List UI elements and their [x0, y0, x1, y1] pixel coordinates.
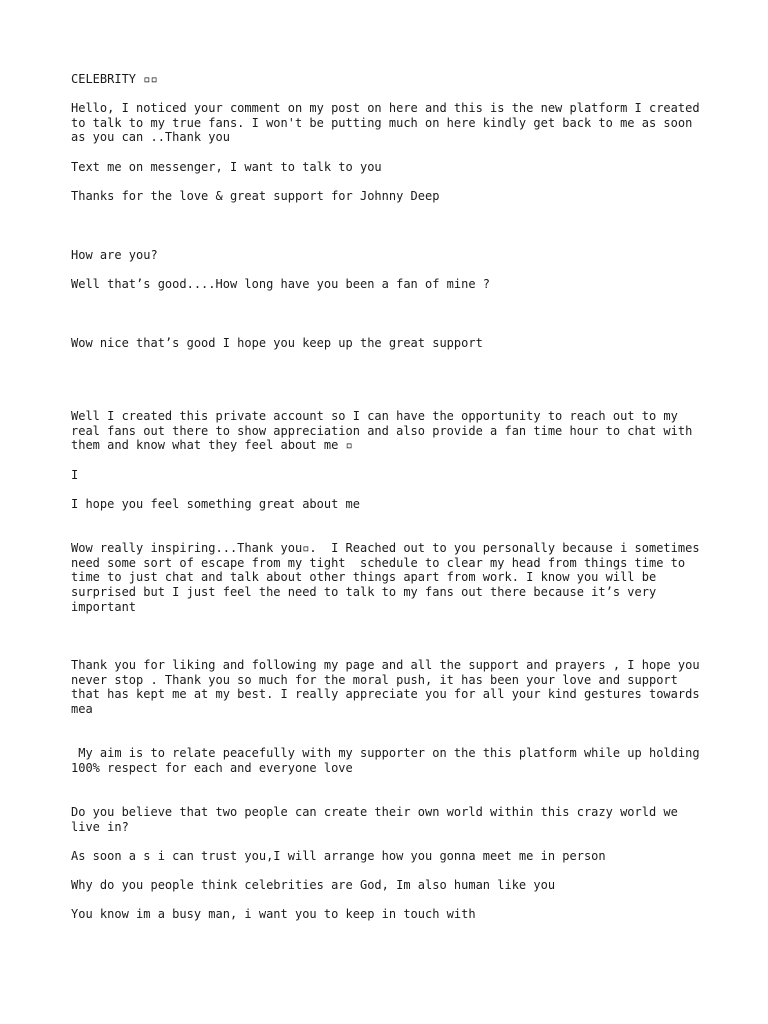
- paragraph-messenger: Text me on messenger, I want to talk to you: [71, 160, 382, 174]
- paragraph-meet-in-person: As soon a s i can trust you,I will arrange how you gonna meet me in person: [71, 849, 606, 863]
- paragraph-private-account: Well I created this private account so I can have the opportunity to reach out to my real fans out there to show appreciation and also provide a fan time hour to chat with them and know what they feel about me ▫: [71, 409, 700, 453]
- paragraph-feel-great: I hope you feel something great about me: [71, 497, 360, 511]
- paragraph-keep-in-touch: You know im a busy man, i want you to keep in touch with: [71, 907, 476, 921]
- paragraph-fan-duration: Well that’s good....How long have you been a fan of mine ?: [71, 277, 491, 291]
- paragraph-liking-following: Thank you for liking and following my page and all the support and prayers , I hope you never stop . Thank you so much for the moral push, it has been your love and support that has kept me at my best. I really appreciate you for all your kind gestures towards mea: [71, 658, 707, 717]
- document-title: CELEBRITY ▫▫: [71, 72, 158, 86]
- paragraph-i: I: [71, 468, 79, 482]
- paragraph-aim: My aim is to relate peacefully with my supporter on the this platform while up holding 100% respect for each and everyone love: [71, 746, 707, 775]
- paragraph-support: Wow nice that’s good I hope you keep up the great support: [71, 336, 483, 350]
- paragraph-two-people: Do you believe that two people can create their own world within this crazy world we live in?: [71, 805, 686, 834]
- paragraph-greeting: Hello, I noticed your comment on my post on here and this is the new platform I created to talk to my true fans. I won't be putting much on here kindly get back to me as soon as you can ..Thank you: [71, 101, 707, 145]
- paragraph-inspiring: Wow really inspiring...Thank you▫. I Reached out to you personally because i sometimes need some sort of escape from my tight schedule to clear my head from things time to time to just chat and talk about other things apart from work. I know you will be surprised but I just feel the need to talk to my fans out there because it’s very important: [71, 541, 707, 614]
- paragraph-celebrities-human: Why do you people think celebrities are God, Im also human like you: [71, 878, 556, 892]
- paragraph-thanks: Thanks for the love & great support for Johnny Deep: [71, 189, 440, 203]
- paragraph-how-are-you: How are you?: [71, 248, 158, 262]
